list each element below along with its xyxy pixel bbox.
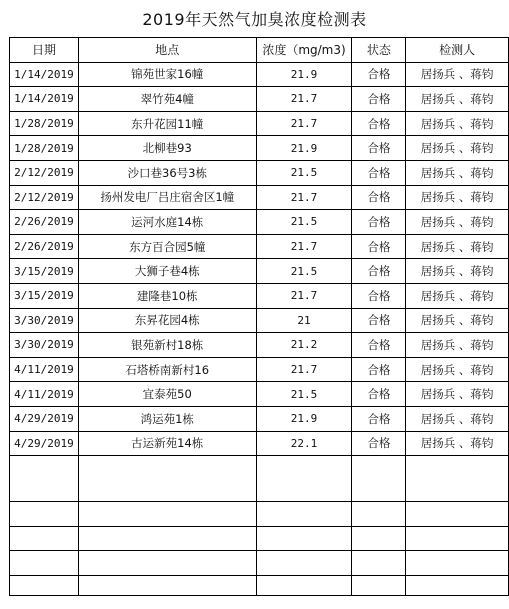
header-location: 地点 [78,38,256,63]
cell-inspector: 居扬兵 、蒋钧 [406,431,509,456]
cell-concentration: 21.5 [256,210,352,235]
cell-date: 2/26/2019 [10,234,79,259]
cell-inspector: 居扬兵 、蒋钧 [406,136,509,161]
cell-location: 鸿运苑1栋 [78,406,256,431]
empty-row [10,502,509,527]
cell-concentration: 22.1 [256,431,352,456]
cell-inspector: 居扬兵 、蒋钧 [406,259,509,284]
table-row [10,111,509,136]
cell-inspector: 居扬兵 、蒋钧 [406,160,509,185]
cell-concentration: 21.7 [256,234,352,259]
cell-inspector: 居扬兵 、蒋钧 [406,234,509,259]
cell-location: 大狮子巷4栋 [78,259,256,284]
cell-inspector: 居扬兵 、蒋钧 [406,111,509,136]
cell-inspector: 居扬兵 、蒋钧 [406,333,509,358]
cell-concentration: 21.7 [256,283,352,308]
table-row [10,406,509,431]
cell-date: 2/26/2019 [10,210,79,235]
cell-date: 1/28/2019 [10,136,79,161]
table-row [10,283,509,308]
cell-status: 合格 [352,357,406,382]
cell-concentration: 21.7 [256,87,352,112]
cell-status: 合格 [352,160,406,185]
table-row [10,185,509,210]
cell-location: 扬州发电厂吕庄宿舍区1幢 [78,185,256,210]
cell-date: 1/14/2019 [10,87,79,112]
cell-inspector: 居扬兵 、蒋钧 [406,283,509,308]
cell-date: 4/29/2019 [10,431,79,456]
cell-location: 锦苑世家16幢 [78,62,256,87]
cell-status: 合格 [352,333,406,358]
cell-inspector: 居扬兵 、蒋钧 [406,210,509,235]
table-row [10,259,509,284]
cell-date: 1/14/2019 [10,62,79,87]
cell-location: 银苑新村18栋 [78,333,256,358]
cell-concentration: 21.9 [256,136,352,161]
empty-row [10,575,509,595]
cell-status: 合格 [352,431,406,456]
cell-inspector: 居扬兵 、蒋钧 [406,62,509,87]
cell-location: 北柳巷93 [78,136,256,161]
cell-concentration: 21.9 [256,62,352,87]
page-title: 2019年天然气加臭浓度检测表 [142,10,367,29]
cell-status: 合格 [352,382,406,407]
cell-date: 1/28/2019 [10,111,79,136]
cell-concentration: 21.7 [256,357,352,382]
table-row [10,357,509,382]
cell-status: 合格 [352,406,406,431]
cell-concentration: 21 [256,308,352,333]
header-row [10,38,509,63]
cell-status: 合格 [352,308,406,333]
cell-concentration: 21.7 [256,185,352,210]
table-row [10,308,509,333]
table-row [10,431,509,456]
cell-date: 4/29/2019 [10,406,79,431]
cell-inspector: 居扬兵 、蒋钧 [406,87,509,112]
cell-location: 运河水庭14栋 [78,210,256,235]
table-row [10,382,509,407]
header-inspector: 检测人 [406,38,509,63]
cell-location: 古运新苑14栋 [78,431,256,456]
header-concentration: 浓度（mg/m3) [256,38,352,63]
cell-status: 合格 [352,283,406,308]
cell-concentration: 21.5 [256,382,352,407]
empty-rows [10,456,509,596]
cell-status: 合格 [352,259,406,284]
cell-concentration: 21.5 [256,160,352,185]
cell-date: 2/12/2019 [10,160,79,185]
table-row [10,234,509,259]
cell-status: 合格 [352,185,406,210]
cell-location: 东升花园11幢 [78,111,256,136]
cell-inspector: 居扬兵 、蒋钧 [406,382,509,407]
cell-status: 合格 [352,62,406,87]
cell-location: 翠竹苑4幢 [78,87,256,112]
cell-concentration: 21.2 [256,333,352,358]
cell-date: 2/12/2019 [10,185,79,210]
table-row [10,160,509,185]
table-row [10,62,509,87]
cell-status: 合格 [352,136,406,161]
empty-row [10,526,509,551]
table-row [10,333,509,358]
table-row [10,136,509,161]
cell-status: 合格 [352,111,406,136]
cell-date: 3/15/2019 [10,259,79,284]
inspection-table [9,37,509,596]
cell-location: 石塔桥南新村16 [78,357,256,382]
cell-inspector: 居扬兵 、蒋钧 [406,357,509,382]
header-status: 状态 [352,38,406,63]
cell-inspector: 居扬兵 、蒋钧 [406,308,509,333]
empty-row [10,551,509,576]
cell-date: 4/11/2019 [10,382,79,407]
cell-date: 3/30/2019 [10,308,79,333]
cell-location: 东方百合园5幢 [78,234,256,259]
table-body [10,62,509,456]
cell-status: 合格 [352,87,406,112]
cell-location: 宜泰苑50 [78,382,256,407]
cell-concentration: 21.5 [256,259,352,284]
cell-inspector: 居扬兵 、蒋钧 [406,406,509,431]
header-date: 日期 [10,38,79,63]
cell-status: 合格 [352,234,406,259]
empty-row [10,456,509,502]
table-row [10,87,509,112]
cell-date: 3/15/2019 [10,283,79,308]
cell-concentration: 21.9 [256,406,352,431]
cell-status: 合格 [352,210,406,235]
cell-inspector: 居扬兵 、蒋钧 [406,185,509,210]
cell-date: 4/11/2019 [10,357,79,382]
cell-date: 3/30/2019 [10,333,79,358]
cell-location: 东昇花园4栋 [78,308,256,333]
table-row [10,210,509,235]
cell-location: 沙口巷36号3栋 [78,160,256,185]
cell-location: 建隆巷10栋 [78,283,256,308]
cell-concentration: 21.7 [256,111,352,136]
